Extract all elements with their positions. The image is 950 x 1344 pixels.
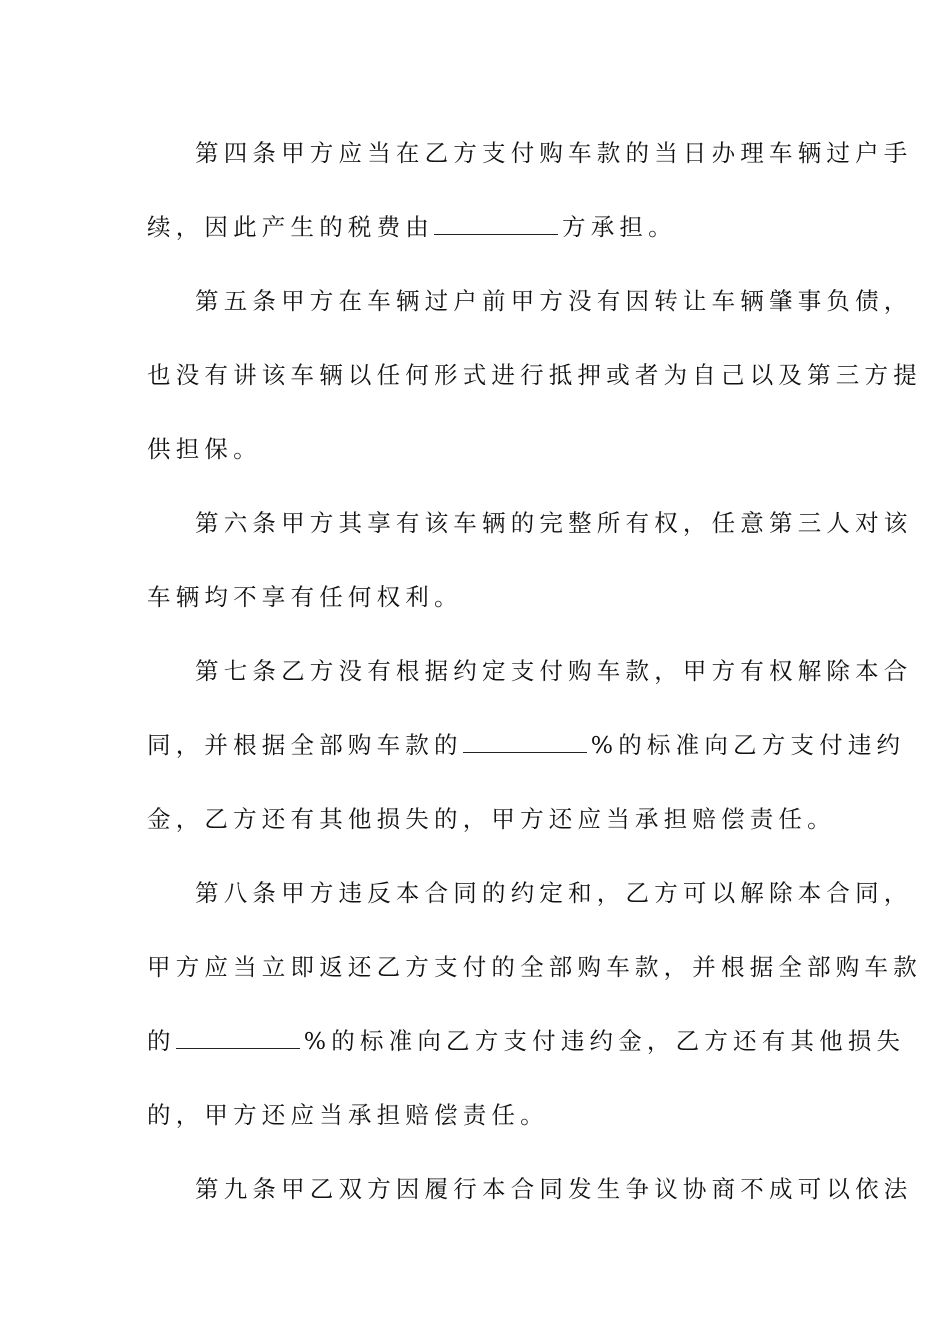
- text-segment: 第六条甲方其享有该车辆的完整所有权，任意第三人对该: [195, 509, 913, 537]
- paragraph-5-line-1: [147, 873, 913, 913]
- text-segment: 第五条甲方在车辆过户前甲方没有因转让车辆肇事负债，: [195, 287, 913, 315]
- paragraph-6-line-1: [147, 1169, 913, 1209]
- text-segment: 第八条甲方违反本合同的约定和，乙方可以解除本合同，: [195, 879, 913, 907]
- fill-in-blank: [434, 212, 558, 235]
- paragraph-2-line-3: [147, 429, 807, 469]
- text-segment: 的: [147, 1027, 176, 1055]
- text-segment: 续，因此产生的税费由: [147, 213, 434, 241]
- paragraph-5-line-2: [147, 947, 922, 987]
- text-segment: 方承担。: [562, 213, 677, 241]
- text-segment: %的标准向乙方支付违约金，乙方还有其他损失: [303, 1027, 906, 1055]
- text-segment: 的，甲方还应当承担赔偿责任。: [147, 1101, 549, 1129]
- text-segment: 金，乙方还有其他损失的，甲方还应当承担赔偿责任。: [147, 805, 836, 833]
- text-segment: %的标准向乙方支付违约: [590, 731, 906, 759]
- text-segment: 车辆均不享有任何权利。: [147, 583, 463, 611]
- paragraph-4-line-3: [147, 799, 836, 839]
- paragraph-1-line-1: [147, 133, 913, 173]
- text-segment: 供担保。: [147, 435, 262, 463]
- fill-in-blank: [176, 1026, 300, 1049]
- paragraph-4-line-1: [147, 651, 913, 691]
- paragraph-5-line-3: [147, 1021, 906, 1061]
- paragraph-1-line-2: [147, 207, 807, 247]
- paragraph-4-line-2: [147, 725, 906, 765]
- text-segment: 也没有讲该车辆以任何形式进行抵押或者为自己以及第三方提: [147, 361, 922, 389]
- text-segment: 同，并根据全部购车款的: [147, 731, 463, 759]
- paragraph-5-line-4: [147, 1095, 807, 1135]
- text-segment: 第九条甲乙双方因履行本合同发生争议协商不成可以依法: [195, 1175, 913, 1203]
- paragraph-2-line-1: [147, 281, 913, 321]
- paragraph-2-line-2: [147, 355, 922, 395]
- text-segment: 第四条甲方应当在乙方支付购车款的当日办理车辆过户手: [195, 139, 913, 167]
- text-segment: 甲方应当立即返还乙方支付的全部购车款，并根据全部购车款: [147, 953, 922, 981]
- text-segment: 第七条乙方没有根据约定支付购车款，甲方有权解除本合: [195, 657, 913, 685]
- paragraph-3-line-1: [147, 503, 913, 543]
- paragraph-3-line-2: [147, 577, 807, 617]
- fill-in-blank: [463, 730, 587, 753]
